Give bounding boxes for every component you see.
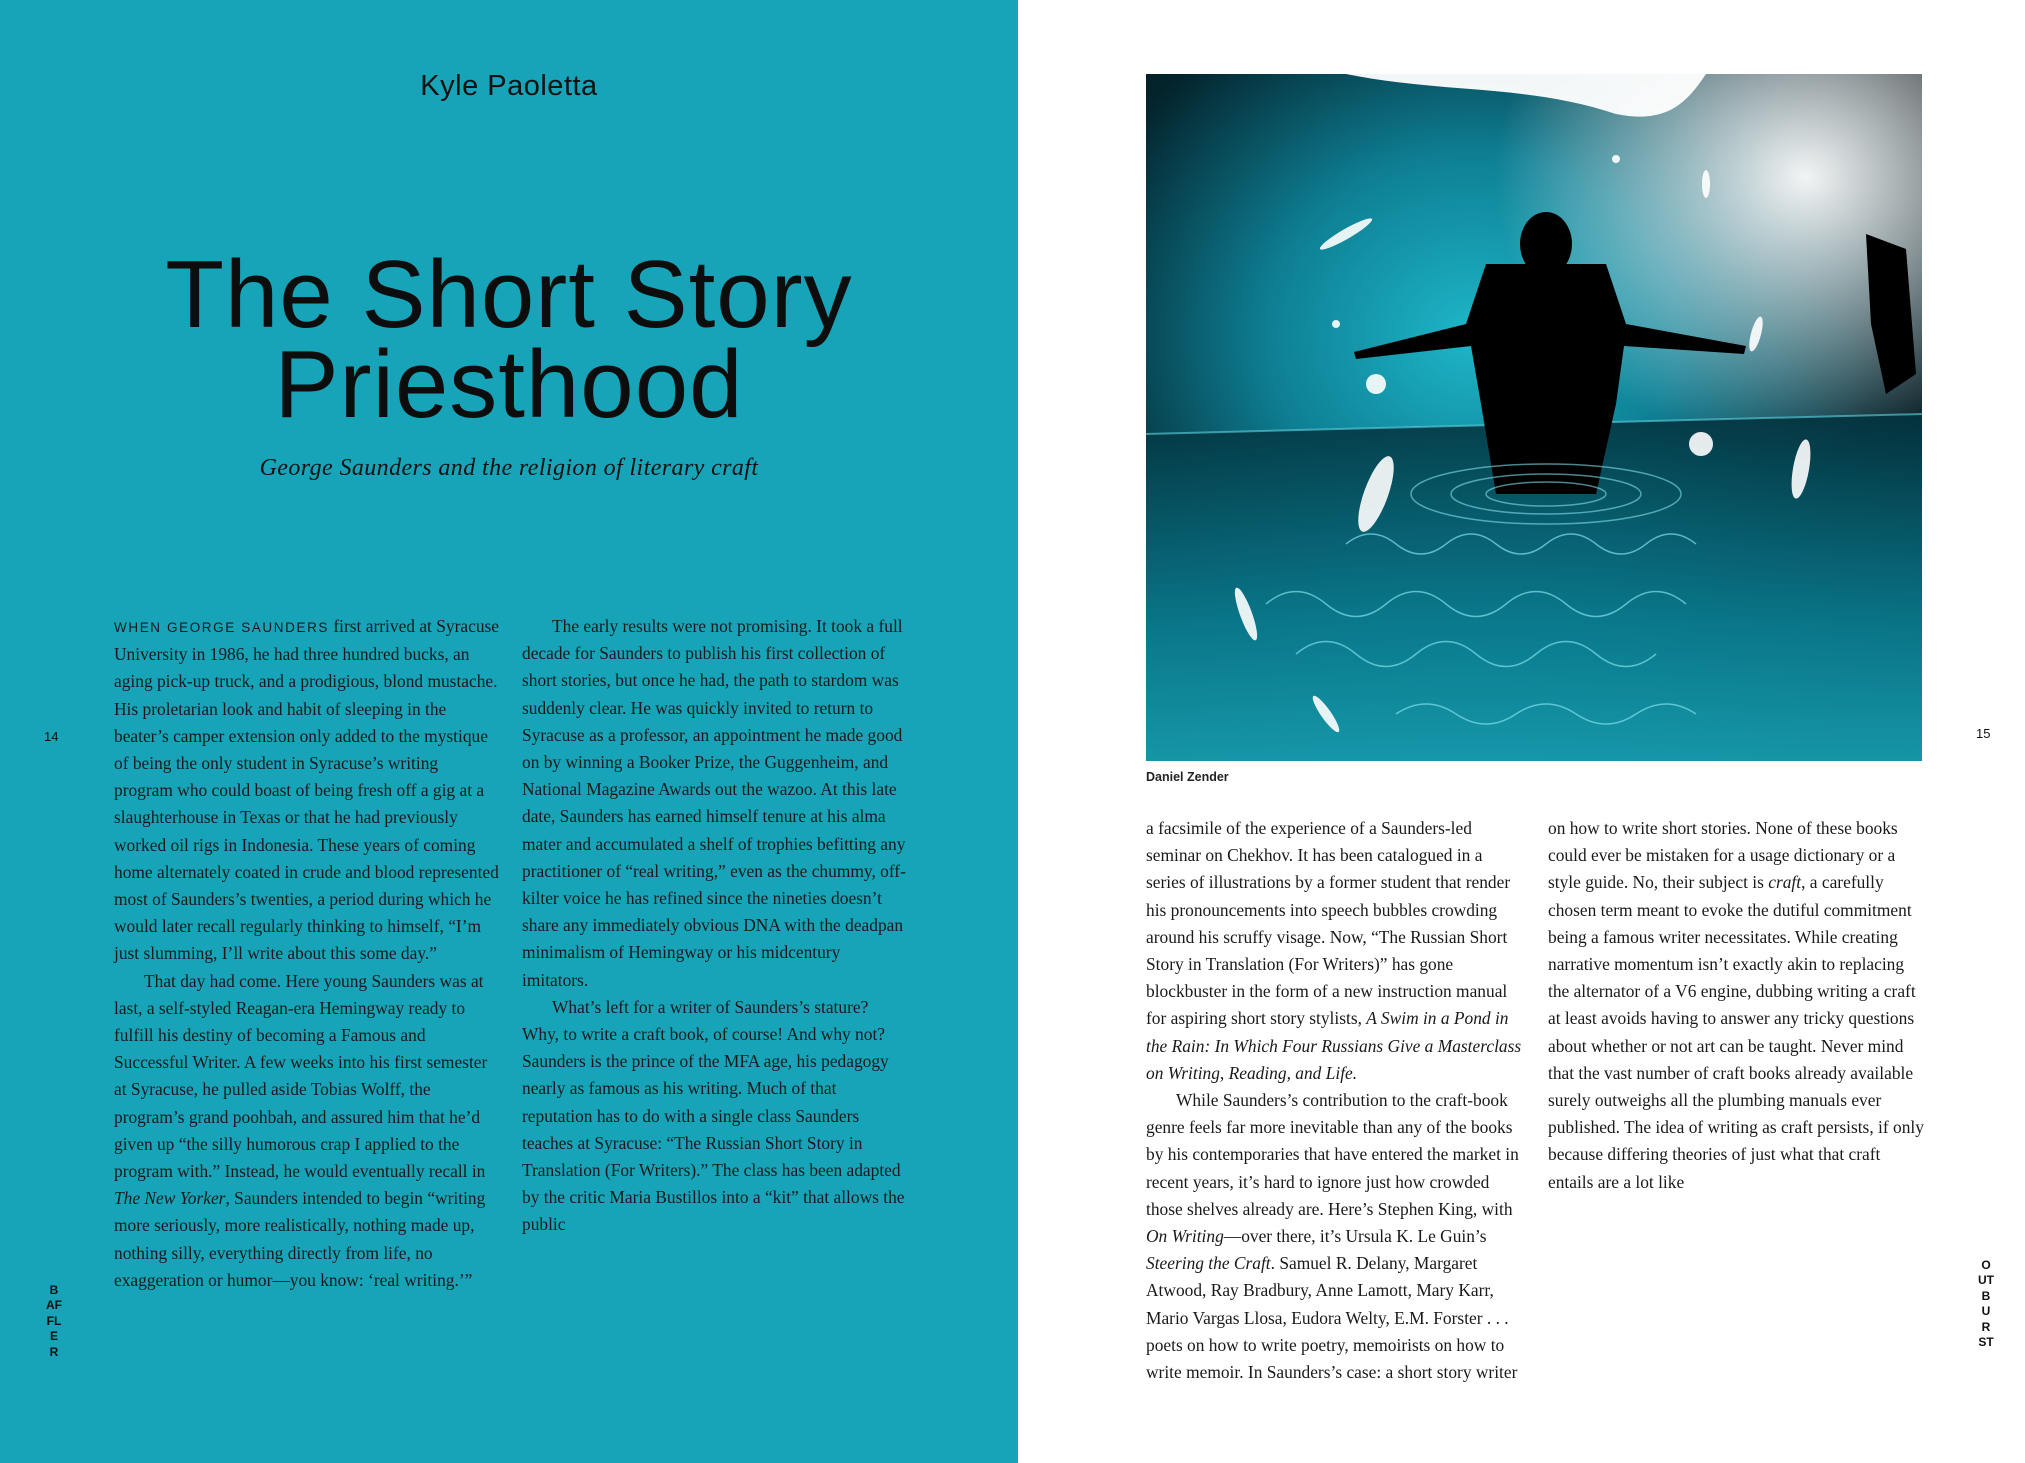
text-column-3 — [1146, 815, 1526, 1386]
paragraph-4 — [522, 994, 907, 1239]
paragraph-6-cont — [1548, 815, 1928, 1196]
text-column-1 — [114, 613, 499, 1294]
paragraph-6 — [1146, 1087, 1526, 1386]
text-run: on how to write short stories. None of these books could ever be mistaken for a usage dictionary or a style guide. No, their subject is — [1548, 818, 1898, 893]
text-run: . Samuel R. Delany, Margaret Atwood, Ray Bradbury, Anne Lamott, Mary Karr, Mario Vargas Llosa, Eudora Welty, E.M. Forster . . . poets on how to write poetry, memoirists on how to write memoir. In Saunders’s case: a short story writer — [1146, 1253, 1518, 1383]
italic-title: On Writing — [1146, 1226, 1224, 1247]
paragraph-1: WHEN GEORGE SAUNDERS first arrived at Syracuse University in 1986, he had three hundred bucks, an aging pick-up truck, and a prodigious, blond mustache. His proletarian look and habit of sleeping in the beater’s camper extension only added to the mystique of being the only student in Syracuse’s writing program who could boast of being fresh off a gig at a slaughterhouse in Texas or that he had previously worked oil rigs in Indonesia. These years of coming home alternately coated in crude and blood represented most of Saunders’s twenties, a period during which he would later recall regularly thinking to himself, “I’m just slumming, I’ll write about this some day.” — [114, 616, 500, 964]
text-column-2-flow — [522, 613, 907, 1239]
paragraph-3 — [522, 613, 907, 994]
article-illustration — [1146, 74, 1922, 761]
italic-title: Steering the Craft — [1146, 1253, 1271, 1274]
lead-in: WHEN GEORGE SAUNDERS — [114, 620, 330, 635]
text-run: The early results were not promising. It took a full decade for Saunders to publish his first collection of short stories, but once he had, the path to stardom was suddenly clear. He was quickly invited to return to Syracuse as a professor, an appointment he made good on by winning a Booker Prize, the Guggenheim, and National Magazine Awards out the wazoo. At this late date, Saunders has earned himself tenure at his alma mater and accumulated a shelf of trophies befitting any practitioner of “real writing,” even as the chummy, off-kilter voice he has refined since the nineties doesn’t share any immediately obvious DNA with the deadpan minimalism of Hemingway or his midcentury imitators. — [522, 616, 906, 990]
article-title — [0, 241, 1018, 438]
author-byline: Kyle Paoletta — [420, 70, 598, 102]
illustration-credit: Daniel Zender — [1146, 770, 1229, 784]
paragraph-2: That day had come. Here young Saunders was at last, a self-styled Reagan-era Hemingway ready to fulfill his destiny of becoming a Famous and Successful Writer. A few weeks into his first semester at Syracuse, he pulled aside Tobias Wolff, the program’s grand poohbah, and assured him that he’d given up “the silly humorous crap I applied to the program with.” Instead, he would eventually recall in The New Yorker, Saunders intended to begin “writing more seriously, more realistically, nothing made up, nothing silly, everything directly from life, no exaggeration or humor—you know: ‘real writing.’” — [114, 970, 488, 1290]
text-run: What’s left for a writer of Saunders’s stature? Why, to write a craft book, of course! And why not? Saunders is the prince of the MFA age, his pedagogy nearly as famous as his writing. Much of that reputation has to do with a single class Saunders teaches at Syracuse: “The Russian Short Story in Translation (For Writers).” The class has been adapted by the critic Maria Bustillos into a “kit” that allows the public — [522, 996, 905, 1235]
text-run: While Saunders’s contribution to the craft-book genre feels far more inevitable than any of the books by his contemporaries that have entered the market in recent years, it’s hard to ignore just how crowded those shelves already are. Here’s Stephen King, with — [1146, 1090, 1519, 1219]
book-title-swim: A Swim in a Pond in the Rain: In Which Four Russians Give a Masterclass on Writing, Reading, and Life. — [1146, 1008, 1522, 1083]
illustration-figure-in-sea — [1146, 74, 1922, 761]
paragraph-5: a facsimile of the experience of a Saunders-led seminar on Chekhov. It has been catalogued in a series of illustrations by a former student that render his pronouncements into speech bubbles crowding around his scruffy visage. Now, “The Russian Short Story in Translation (For Writers)” has gone blockbuster in the form of a new instruction manual for aspiring short story stylists, A Swim in a Pond in the Rain: In Which Four Russians Give a Masterclass on Writing, Reading, and Life. — [1146, 818, 1522, 1083]
page-number-left: 14 — [44, 729, 59, 744]
text-column-4 — [1548, 815, 1928, 1196]
running-head-baffler: BAFFLER — [46, 1283, 62, 1359]
text-run: —over there, it’s Ursula K. Le Guin’s — [1223, 1226, 1487, 1247]
title-line-2: Priesthood — [274, 331, 744, 438]
italic-title: craft — [1768, 872, 1802, 893]
running-head-outburst: OUTBURST — [1978, 1258, 1994, 1350]
article-subtitle: George Saunders and the religion of literary craft — [259, 455, 759, 481]
page-number-right: 15 — [1976, 726, 1991, 741]
text-run: , a carefully chosen term meant to evoke the dutiful commitment being a famous writer necessitates. While creating narrative momentum isn’t exactly akin to replacing the alternator of a V6 engine, dubbing writing a craft at least avoids having to answer any tricky questions about whether or not art can be taught. Never mind that the vast number of craft books already available surely outweighs all the plumbing manuals ever published. The idea of writing as craft persists, if only because differing theories of just what that craft entails are a lot like — [1548, 872, 1924, 1192]
publication-title: The New Yorker — [114, 1188, 226, 1209]
title-line-1: The Short Story — [165, 241, 853, 348]
